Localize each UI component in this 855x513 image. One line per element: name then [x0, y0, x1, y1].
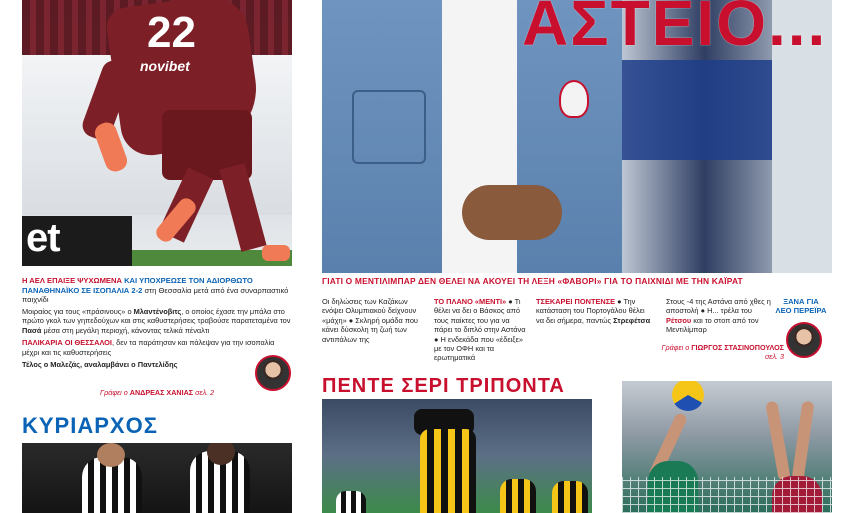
author-avatar	[786, 322, 822, 358]
ael-lead-text	[22, 276, 292, 305]
player-arm	[791, 401, 814, 482]
volleyball-icon	[672, 381, 704, 411]
player-arm	[765, 401, 791, 482]
center-strapline: ΓΙΑΤΙ Ο ΜΕΝΤΙΛΙΜΠΑΡ ΔΕΝ ΘΕΛΕΙ ΝΑ ΑΚΟΥΕΙ ΤΗ ΛΕΞΗ «ΦΑΒΟΡΙ» ΓΙΑ ΤΟ ΠΑΙΧΝΙΔΙ ΜΕ ΤΗΝ ΚΑΪΡΑΤ	[322, 276, 743, 286]
player-jersey	[500, 479, 536, 513]
player-jersey	[420, 429, 476, 513]
main-headline: ΑΣΤΕΙΟ...	[522, 0, 828, 59]
player-sponsor: novibet	[140, 58, 190, 74]
article-paragraph: Μοιραίος για τους «πράσινους» ο Μλαντένοβιτς, ο οποίος έχασε την μπάλα στο πρώτο γκολ των γηπεδούχων και στις καθυστερήσεις τραβούσε παρατεταμένα τον Πασά μέσα στη μεγάλη περιοχή, κάνοντας τελικά πέναλτι	[22, 307, 291, 335]
lead-part-rest: στη Θεσσαλία μετά από ένα συναρπαστικό παιχνίδι	[22, 285, 289, 305]
player-head	[97, 443, 125, 467]
ael-article-body	[22, 307, 292, 372]
article-column-1: Οι δηλώσεις των Καζάκων ενόψει Ολυμπιακού δείχνουν «μάχη» ● Σκληρή ομάδα που κάνει δύσκολη τη ζωή των αντιπάλων της	[322, 297, 418, 344]
article-column-3: ΤΣΕΚΑΡΕΙ ΠΟΝΤΕΝΣΕ ● Την κατάσταση του Πορτογάλου θέλει να δει σήμερα, παντώς Στρεφέτσα	[536, 297, 651, 325]
lead-part-blue: ΚΑΙ ΥΠΟΧΡΕΩΣΕ ΤΟΝ ΑΔΙΟΡΘΩΤΟ ΠΑΝΑΘΗΝΑΪΚΟ ΣΕ ΙΣΟΠΑΛΙΑ 2-2	[22, 276, 253, 295]
lead-part-red: Η ΑΕΛ ΕΠΑΙΞΕ ΨΥΧΩΜΕΝΑ	[22, 276, 125, 285]
photo-paok-players	[22, 443, 292, 513]
photo-aek-player	[322, 399, 592, 513]
player-boot	[262, 245, 290, 261]
volleyball-net	[622, 477, 832, 513]
hand	[462, 185, 562, 240]
article-paragraph: ΠΑΛΙΚΑΡΙΑ ΟΙ ΘΕΣΣΑΛΟΙ, δεν τα παράτησαν και πάλεψαν για την ισοπαλία μέχρι και τις καθυστερήσεις	[22, 338, 275, 357]
photo-volleyball	[622, 381, 832, 513]
background-screen	[622, 60, 772, 160]
byline: Γράφει ο ΑΝΔΡΕΑΣ ΧΑΝΙΑΣ σελ. 2	[100, 388, 215, 397]
advertising-board-text: et	[26, 216, 60, 260]
author-avatar	[255, 355, 291, 391]
article-column-2: ΤΟ ΠΛΑΝΟ «ΜΕΝΤΙ» ● Τι θέλει να δει ο Βάσκος από τους παίκτες του για να πάρει το διπλό στην Αστάνα ● Η ενδεκάδα που «έδειξε» με τον ΟΦΗ και τα ερωτηματικά	[434, 297, 526, 363]
lead-photo-ael	[22, 0, 292, 266]
section-headline-pente: ΠΕΝΤΕ ΣΕΡΙ ΤΡΙΠΟΝΤΑ	[322, 375, 565, 397]
olympiacos-badge-icon	[559, 80, 589, 118]
article-paragraph: Τέλος ο Μαλεζάς, αναλαμβάνει ο Παντελίδης	[22, 360, 178, 370]
section-headline-kyriarxos: ΚΥΡΙΑΡΧΟΣ	[22, 413, 158, 438]
player-jersey	[552, 481, 588, 513]
player-jersey	[336, 491, 366, 513]
jacket-pocket	[352, 90, 426, 164]
byline: Γράφει ο ΓΙΩΡΓΟΣ ΣΤΑΣΙΝΟΠΟΥΛΟΣ σελ. 3	[661, 343, 784, 361]
player-number: 22	[147, 8, 196, 57]
article-column-4: Στους -4 της Αστάνα από χθες η αποστολή ● Η... τρέλα του Ρέτσου και το στοπ από τον Μεντιλίμπαρ	[666, 297, 771, 335]
side-kicker: ΞΑΝΑ ΓΙΑ ΛΕΟ ΠΕΡΕΪΡΑ	[775, 297, 827, 316]
